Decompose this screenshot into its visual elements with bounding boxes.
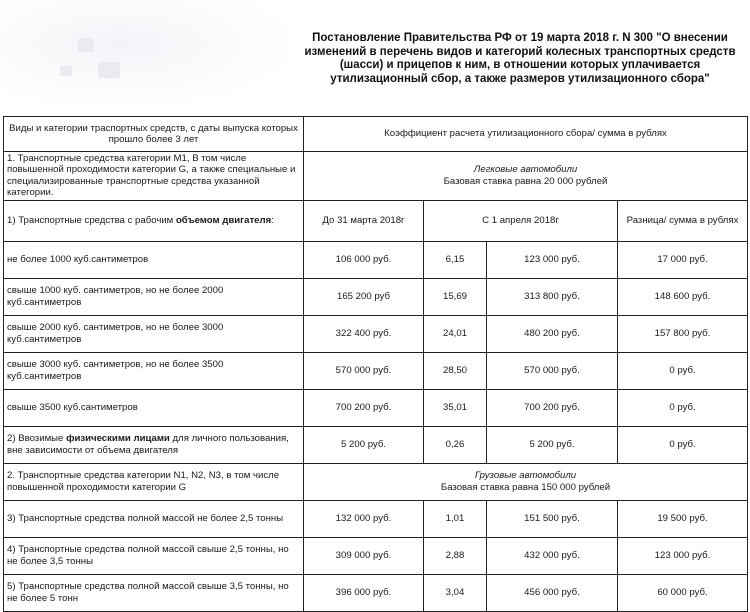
base-rate: Базовая ставка равна 20 000 рублей (443, 175, 608, 187)
row-before: 309 000 руб. (304, 537, 424, 574)
row-coef: 0,26 (424, 426, 487, 463)
row-before: 106 000 руб. (304, 241, 424, 278)
decor-mark (60, 66, 72, 76)
row-label: 5) Транспортные средства полной массой свыше 3,5 тонны, но не более 5 тонн (4, 574, 304, 611)
category-label: 2. Транспортные средства категории N1, N2, N3, в том числе повышенной проходимости категории G (4, 463, 304, 500)
row-diff: 123 000 руб. (618, 537, 748, 574)
row-after: 432 000 руб. (487, 537, 618, 574)
table-row (4, 315, 748, 352)
table-row (4, 241, 748, 278)
table-row (4, 537, 748, 574)
table-row (4, 574, 748, 611)
row-coef: 1,01 (424, 500, 487, 537)
header-types: Виды и категории траспортных средств, с даты выпуска которых прошло более 3 лет (4, 117, 304, 152)
category-row (4, 152, 748, 201)
col-diff: Разница/ сумма в рублях (618, 200, 748, 241)
row-label: 3) Транспортные средства полной массой не более 2,5 тонны (4, 500, 304, 537)
table-row (4, 426, 748, 463)
row-after: 123 000 руб. (487, 241, 618, 278)
row-after: 700 200 руб. (487, 389, 618, 426)
row-before: 322 400 руб. (304, 315, 424, 352)
col-after: С 1 апреля 2018г (424, 200, 618, 241)
row-label: 2) Ввозимые физическими лицами для личного пользования, вне зависимости от объема двигателя (4, 426, 304, 463)
group-name: Грузовые автомобили (474, 470, 577, 482)
decor-mark (78, 38, 94, 52)
row-after: 313 800 руб. (487, 278, 618, 315)
row-before: 570 000 руб. (304, 352, 424, 389)
row-before: 132 000 руб. (304, 500, 424, 537)
row-coef: 15,69 (424, 278, 487, 315)
row-coef: 24,01 (424, 315, 487, 352)
row-after: 151 500 руб. (487, 500, 618, 537)
category-info (304, 463, 748, 500)
row-diff: 19 500 руб. (618, 500, 748, 537)
document-title: Постановление Правительства РФ от 19 марта 2018 г. N 300 "О внесении изменений в перечень видов и категорий колесных транспортных средств (шасси) и прицепов к ним, в отношении которых уплачивается утилизационный сбор, а также размеров утилизационного сбора" (304, 32, 736, 85)
subheader-label: 1) Транспортные средства с рабочим объемом двигателя: (4, 200, 304, 241)
row-diff: 157 800 руб. (618, 315, 748, 352)
table-row (4, 352, 748, 389)
row-diff: 0 руб. (618, 389, 748, 426)
row-after: 5 200 руб. (487, 426, 618, 463)
util-fee-table (3, 116, 748, 612)
row-label: свыше 3500 куб.сантиметров (4, 389, 304, 426)
row-before: 165 200 руб (304, 278, 424, 315)
header-decoration (0, 0, 300, 110)
header-coef: Коэффициент расчета утилизационного сбора/ сумма в рублях (304, 117, 748, 152)
table-row (4, 500, 748, 537)
base-rate: Базовая ставка равна 150 000 рублей (440, 481, 611, 493)
row-coef: 35,01 (424, 389, 487, 426)
row-diff: 60 000 руб. (618, 574, 748, 611)
category-info (304, 152, 748, 201)
category-row (4, 463, 748, 500)
row-label: не более 1000 куб.сантиметров (4, 241, 304, 278)
row-coef: 2,88 (424, 537, 487, 574)
row-after: 570 000 руб. (487, 352, 618, 389)
subheader-row (4, 200, 748, 241)
row-coef: 28,50 (424, 352, 487, 389)
category-label: 1. Транспортные средства категории M1, В том числе повышенной проходимости категории G, а также специальные и специализированные транспортные средства указанной категории. (4, 152, 304, 201)
table-row (4, 278, 748, 315)
row-diff: 148 600 руб. (618, 278, 748, 315)
decor-mark (98, 62, 120, 78)
row-diff: 0 руб. (618, 352, 748, 389)
row-label: свыше 2000 куб. сантиметров, но не более 3000 куб.сантиметров (4, 315, 304, 352)
row-before: 396 000 руб. (304, 574, 424, 611)
row-label: свыше 1000 куб. сантиметров, но не более 2000 куб.сантиметров (4, 278, 304, 315)
table-header-row (4, 117, 748, 152)
col-before: До 31 марта 2018г (304, 200, 424, 241)
row-before: 700 200 руб. (304, 389, 424, 426)
row-diff: 17 000 руб. (618, 241, 748, 278)
row-coef: 6,15 (424, 241, 487, 278)
row-coef: 3,04 (424, 574, 487, 611)
table-row (4, 389, 748, 426)
group-name: Легковые автомобили (473, 164, 578, 176)
row-after: 480 200 руб. (487, 315, 618, 352)
row-after: 456 000 руб. (487, 574, 618, 611)
row-before: 5 200 руб. (304, 426, 424, 463)
row-label: 4) Транспортные средства полной массой свыше 2,5 тонны, но не более 3,5 тонны (4, 537, 304, 574)
row-diff: 0 руб. (618, 426, 748, 463)
row-label: свыше 3000 куб. сантиметров, но не более 3500 куб.сантиметров (4, 352, 304, 389)
